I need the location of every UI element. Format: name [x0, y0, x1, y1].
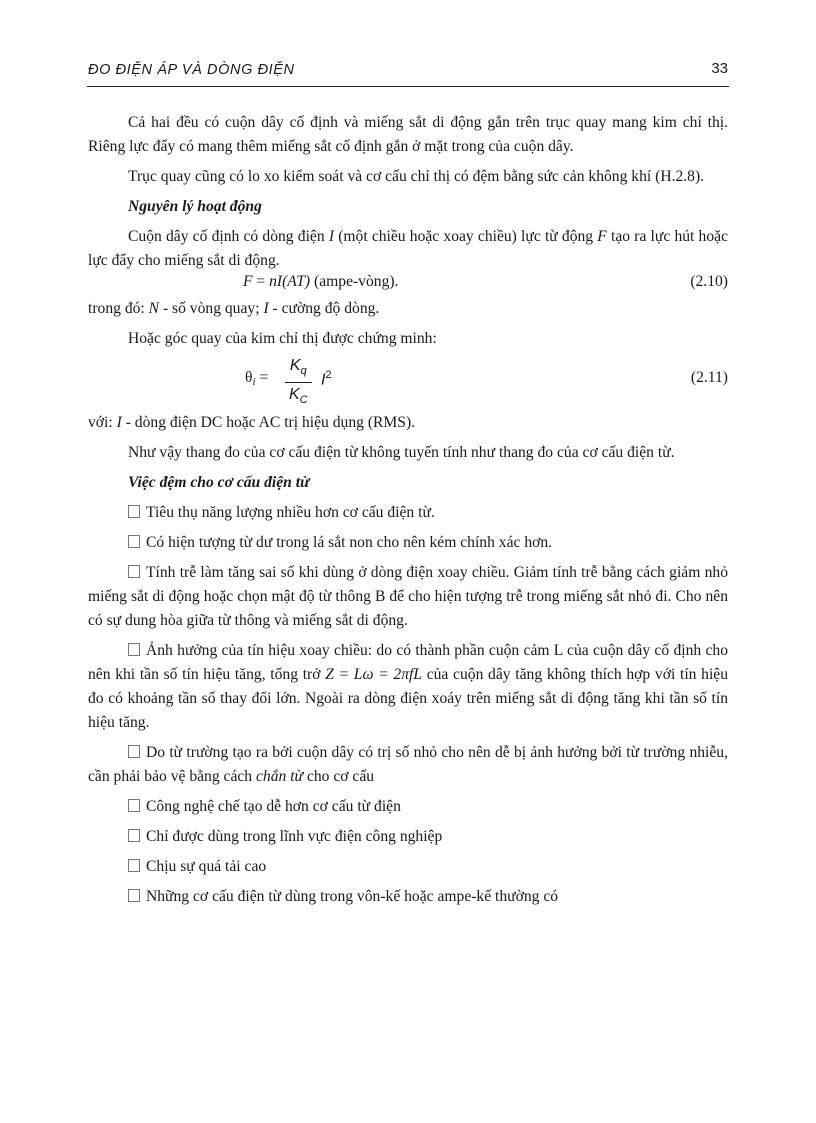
numerator-subscript: q — [300, 365, 307, 378]
emphasis: chắn từ — [255, 768, 304, 785]
text-run: Cuộn dây cố định có dòng điện — [128, 228, 329, 245]
bullet-text: Do từ trường tạo ra bởi cuộn dây có trị số nhỏ cho nên dễ bị ảnh hưởng bởi từ trường nhiễu, cần phải bảo vệ bằng cách — [88, 744, 728, 785]
equation-2-11 — [88, 355, 728, 407]
equation-body — [243, 273, 398, 291]
text-run: trong đó: — [88, 300, 149, 317]
bullet-item — [88, 825, 728, 849]
variable: N — [148, 300, 160, 317]
paragraph — [88, 225, 728, 273]
checkbox-bullet-icon — [128, 859, 140, 872]
bullet-item — [88, 639, 728, 735]
header-rule — [87, 86, 729, 87]
bullet-item — [88, 561, 728, 633]
checkbox-bullet-icon — [128, 643, 140, 656]
body-text — [88, 111, 728, 909]
equation-2-10 — [88, 273, 728, 297]
bullet-text: Chỉ được dùng trong lĩnh vực điện công nghiệp — [146, 828, 443, 845]
paragraph — [88, 411, 728, 435]
bullet-item — [88, 531, 728, 555]
bullet-item — [88, 501, 728, 525]
bullet-text: cho cơ cấu — [303, 768, 375, 785]
checkbox-bullet-icon — [128, 799, 140, 812]
impedance-formula: Z = Lω = 2πfL — [325, 666, 423, 683]
text-run: - dòng điện DC hoặc AC trị hiệu dụng (RMS). — [121, 414, 416, 431]
checkbox-bullet-icon — [128, 505, 140, 518]
equals-sign: = — [255, 369, 269, 386]
variable: I — [116, 414, 122, 431]
bullet-text: Ảnh hưởng của tín hiệu xoay chiều: do có thành phần cuộn cảm L của cuộn dây cố định cho nên khi tần số tín hiệu tăng, tổng trở — [88, 642, 728, 683]
section-heading: Việc đệm cho cơ cấu điện từ — [128, 474, 310, 491]
paragraph — [88, 297, 728, 321]
page-number: 33 — [711, 60, 728, 77]
equals-sign: = — [252, 273, 270, 290]
bullet-text: Công nghệ chế tạo dễ hơn cơ cấu từ điện — [146, 798, 401, 815]
bullet-text: Chịu sự quá tải cao — [146, 858, 267, 875]
fraction — [285, 355, 312, 412]
numerator-symbol: K — [289, 357, 301, 374]
equation-rhs: nI(AT) — [269, 273, 311, 290]
text-run: với: — [88, 414, 117, 431]
theta-letter: θ — [245, 369, 253, 386]
checkbox-bullet-icon — [128, 565, 140, 578]
variable: I — [263, 300, 269, 317]
paragraph: Hoặc góc quay của kim chỉ thị được chứng minh: — [128, 330, 437, 347]
denominator-subscript: C — [299, 394, 308, 407]
fraction-denominator — [285, 382, 312, 412]
checkbox-bullet-icon — [128, 829, 140, 842]
current-squared — [321, 369, 332, 389]
exponent: 2 — [325, 369, 332, 381]
equation-number: (2.10) — [690, 273, 728, 290]
checkbox-bullet-icon — [128, 535, 140, 548]
bullet-text: Tính trễ làm tăng sai số khi dùng ở dòng điện xoay chiều. Giảm tính trễ bằng cách giảm nhỏ miếng sắt di động hoặc chọn mật độ từ thông B để cho hiện tượng trễ trong miếng sắt nhỏ đi. Cho nên có sự dung hòa giữa từ thông và miếng sắt di động. — [88, 564, 728, 629]
theta-subscript: i — [252, 376, 256, 388]
variable: I — [328, 228, 335, 245]
text-run: - số vòng quay; — [159, 300, 264, 317]
section-heading: Nguyên lý hoạt động — [128, 198, 262, 215]
bullet-item — [88, 855, 728, 879]
equation-number: (2.11) — [690, 369, 728, 386]
running-header-title: ĐO ĐIỆN ÁP VÀ DÒNG ĐIỆN — [88, 62, 295, 78]
checkbox-bullet-icon — [128, 889, 140, 902]
bullet-text: của cuộn dây tăng không thích hợp với tín hiệu đo có khoảng tần số thay đổi lớn. Ngoài ra dòng điện xoáy trên miếng sắt di động tăng khi tần số tín hiệu tăng. — [88, 666, 728, 731]
bullet-text: Những cơ cấu điện từ dùng trong vôn-kế hoặc ampe-kế thường có — [146, 888, 559, 905]
theta-symbol — [245, 369, 268, 388]
bullet-item — [88, 741, 728, 789]
bullet-item — [88, 885, 728, 909]
text-run: tạo ra lực hút hoặc lực đẩy cho miếng sắt di động. — [88, 228, 728, 269]
paragraph: Như vậy thang đo của cơ cấu điện từ không tuyến tính như thang đo của cơ cấu điện từ. — [128, 444, 675, 461]
equation-unit: (ampe-vòng). — [310, 273, 399, 290]
bullet-text: Tiêu thụ năng lượng nhiều hơn cơ cấu điện từ. — [146, 504, 435, 521]
text-run: - cường độ dòng. — [268, 300, 380, 317]
bullet-item — [88, 795, 728, 819]
fraction-numerator — [285, 355, 312, 382]
variable: F — [597, 228, 607, 245]
paragraph: Trục quay cũng có lo xo kiểm soát và cơ cấu chỉ thị có đệm bằng sức cản không khí (H.2.8). — [128, 168, 705, 185]
text-run: (một chiều hoặc xoay chiều) lực từ động — [334, 228, 598, 245]
bullet-text: Có hiện tượng từ dư trong lá sắt non cho nên kém chính xác hơn. — [146, 534, 553, 551]
current-symbol: I — [321, 371, 326, 389]
variable: F — [243, 273, 253, 290]
paragraph: Cả hai đều có cuộn dây cố định và miếng sắt di động gắn trên trục quay mang kim chỉ thị. Riêng lực đẩy có mang thêm miếng sắt cố định gắn ở mặt trong của cuộn dây. — [88, 114, 728, 155]
denominator-symbol: K — [289, 386, 300, 404]
checkbox-bullet-icon — [128, 745, 140, 758]
